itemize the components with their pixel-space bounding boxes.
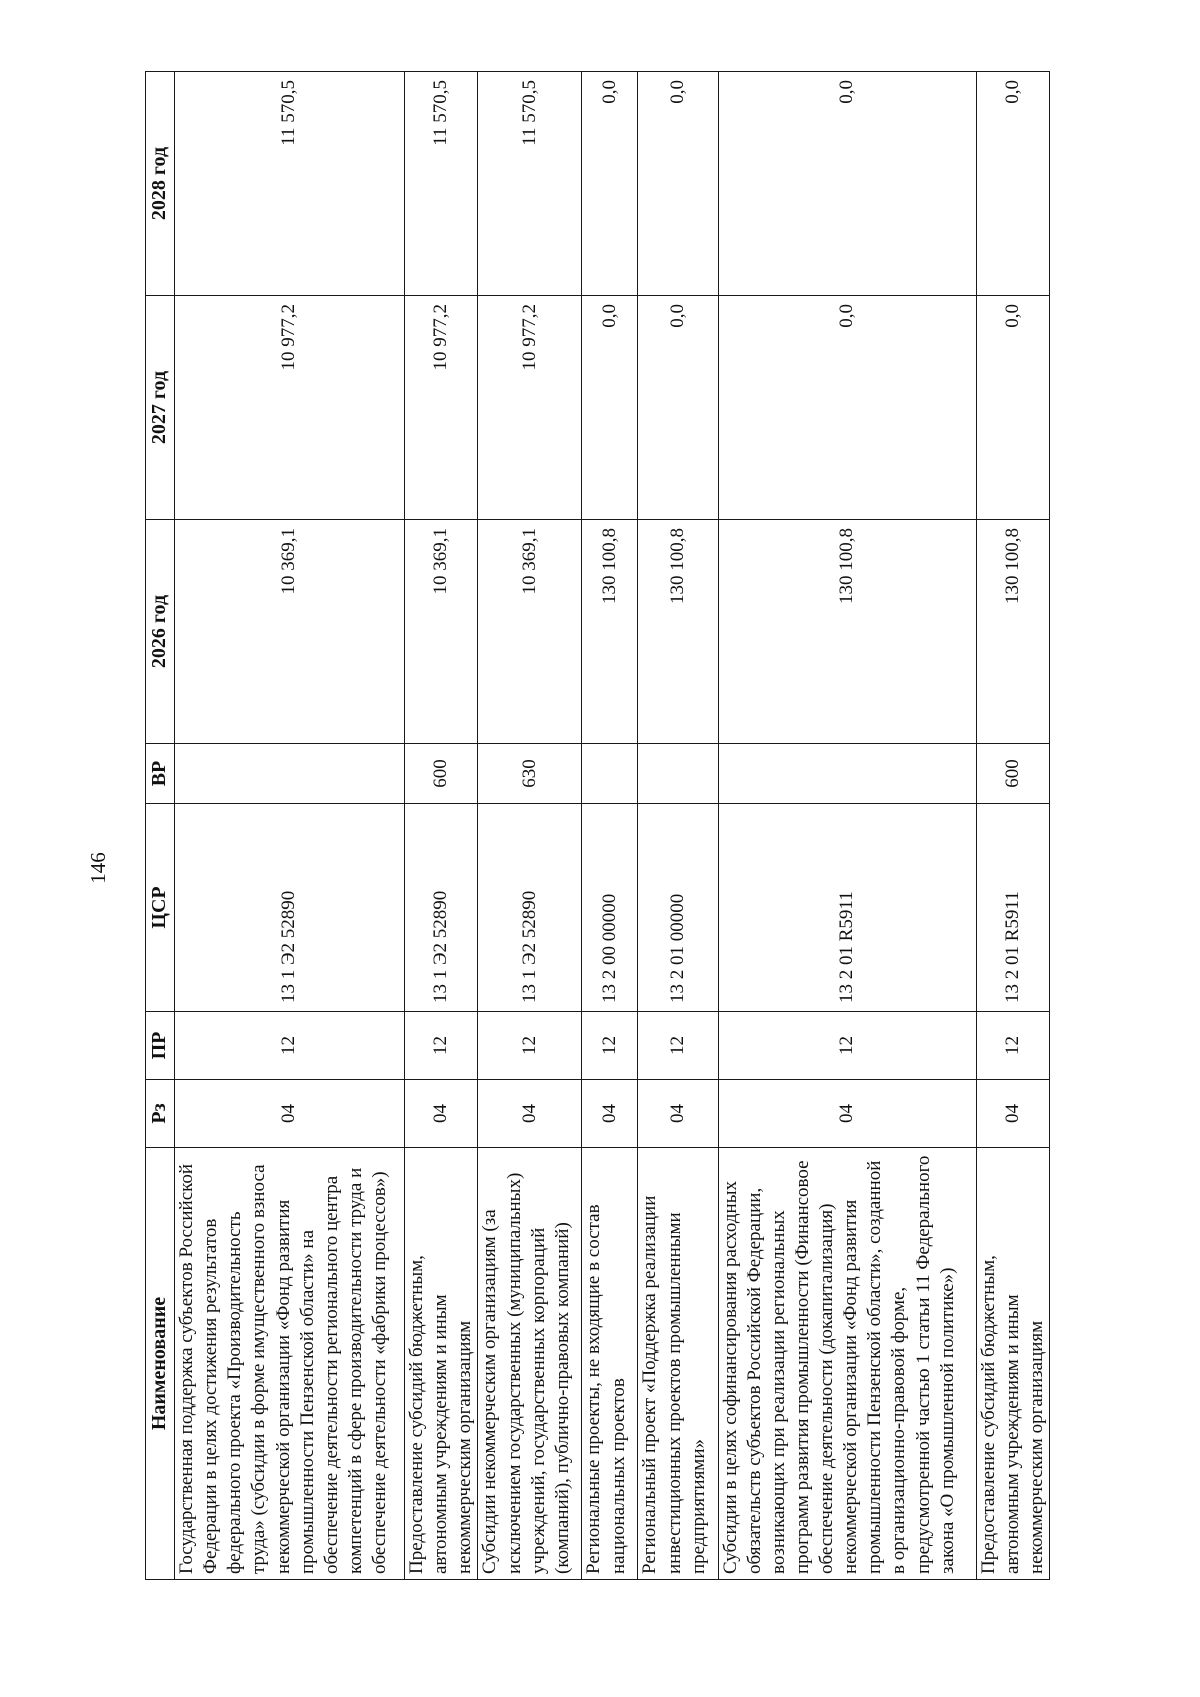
table-row [718, 72, 976, 1580]
budget-table-container [145, 72, 1050, 1580]
page-number: 146 [86, 852, 110, 884]
row-pr: 12 [405, 1012, 478, 1080]
row-rz: 04 [582, 1080, 638, 1148]
row-pr: 12 [175, 1012, 405, 1080]
row-vr [638, 744, 718, 804]
row-vr [582, 744, 638, 804]
row-csr: 13 2 00 00000 [582, 804, 638, 1012]
header-vr: ВР [146, 744, 175, 804]
row-rz: 04 [175, 1080, 405, 1148]
row-2026: 130 100,8 [718, 520, 976, 744]
row-2028: 11 570,5 [175, 72, 405, 296]
row-2028: 0,0 [582, 72, 638, 296]
row-pr: 12 [582, 1012, 638, 1080]
row-2027: 0,0 [582, 296, 638, 520]
row-rz: 04 [718, 1080, 976, 1148]
row-csr: 13 2 01 00000 [638, 804, 718, 1012]
row-vr: 630 [478, 744, 582, 804]
row-name: Субсидии в целях софинансирования расходных обязательств субъектов Российской Федерации, возникающих при реализации региональных программ развития промышленности (Финансовое обеспечение деятельности (докапитализация) некоммерческой организации «Фонд развития промышленности Пензенской области», созданной в организационно-правовой форме, предусмотренной частью 1 статьи 11 Федерального закона «О промышленной политике») [718, 1148, 976, 1580]
header-rz: Рз [146, 1080, 175, 1148]
header-csr: ЦСР [146, 804, 175, 1012]
table-row [582, 72, 638, 1580]
table-row [976, 72, 1049, 1580]
row-vr [175, 744, 405, 804]
row-2028: 0,0 [638, 72, 718, 296]
row-csr: 13 2 01 R5911 [976, 804, 1049, 1012]
row-2028: 0,0 [976, 72, 1049, 296]
header-pr: ПР [146, 1012, 175, 1080]
row-vr: 600 [976, 744, 1049, 804]
row-name: Региональный проект «Поддержка реализации инвестиционных проектов промышленными предприятиями» [638, 1148, 718, 1580]
row-csr: 13 2 01 R5911 [718, 804, 976, 1012]
row-2027: 0,0 [976, 296, 1049, 520]
row-rz: 04 [405, 1080, 478, 1148]
row-csr: 13 1 Э2 52890 [478, 804, 582, 1012]
table-row [175, 72, 405, 1580]
row-name: Предоставление субсидий бюджетным, автономным учреждениям и иным некоммерческим организациям [405, 1148, 478, 1580]
row-2028: 0,0 [718, 72, 976, 296]
row-rz: 04 [638, 1080, 718, 1148]
header-2028: 2028 год [146, 72, 175, 296]
header-2026: 2026 год [146, 520, 175, 744]
row-2027: 0,0 [718, 296, 976, 520]
row-2026: 10 369,1 [478, 520, 582, 744]
table-row [405, 72, 478, 1580]
header-row [146, 72, 175, 1580]
row-name: Государственная поддержка субъектов Российской Федерации в целях достижения результатов федерального проекта «Производительность труда» (субсидии в форме имущественного взноса некоммерческой организации «Фонд развития промышленности Пензенской области» на обеспечение деятельности регионального центра компетенций в сфере производительности труда и обеспечение деятельности «фабрики процессов») [175, 1148, 405, 1580]
row-name: Предоставление субсидий бюджетным, автономным учреждениям и иным некоммерческим организациям [976, 1148, 1049, 1580]
row-pr: 12 [976, 1012, 1049, 1080]
budget-table [145, 71, 1050, 1580]
row-name: Региональные проекты, не входящие в состав национальных проектов [582, 1148, 638, 1580]
row-2027: 10 977,2 [478, 296, 582, 520]
header-2027: 2027 год [146, 296, 175, 520]
row-vr [718, 744, 976, 804]
row-csr: 13 1 Э2 52890 [405, 804, 478, 1012]
row-pr: 12 [478, 1012, 582, 1080]
row-name: Субсидии некоммерческим организациям (за исключением государственных (муниципальных) учреждений, государственных корпораций (компаний), публично-правовых компаний) [478, 1148, 582, 1580]
row-pr: 12 [718, 1012, 976, 1080]
row-2027: 10 977,2 [175, 296, 405, 520]
row-vr: 600 [405, 744, 478, 804]
table-row [638, 72, 718, 1580]
row-2026: 130 100,8 [976, 520, 1049, 744]
row-2026: 10 369,1 [405, 520, 478, 744]
row-2027: 0,0 [638, 296, 718, 520]
row-2026: 10 369,1 [175, 520, 405, 744]
row-csr: 13 1 Э2 52890 [175, 804, 405, 1012]
row-rz: 04 [478, 1080, 582, 1148]
row-2028: 11 570,5 [478, 72, 582, 296]
row-2027: 10 977,2 [405, 296, 478, 520]
row-2028: 11 570,5 [405, 72, 478, 296]
header-name: Наименование [146, 1148, 175, 1580]
row-2026: 130 100,8 [638, 520, 718, 744]
row-rz: 04 [976, 1080, 1049, 1148]
row-pr: 12 [638, 1012, 718, 1080]
table-row [478, 72, 582, 1580]
row-2026: 130 100,8 [582, 520, 638, 744]
